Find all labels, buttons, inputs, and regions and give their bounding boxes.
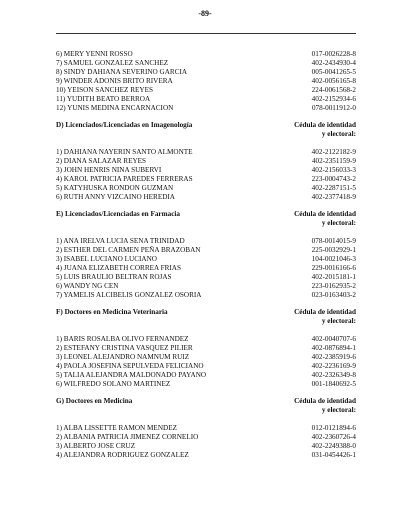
section [56,397,356,460]
column-heading-line: y electoral: [321,317,356,325]
cedula-number: 224-0061568-2 [311,86,356,94]
column-heading-line: Cédula de identidad [294,121,356,129]
list-item [56,353,356,362]
list-item [56,175,356,184]
list-item [56,433,356,442]
cedula-number: 402-0876894-1 [311,344,356,352]
list-item [56,246,356,255]
cedula-number: 223-0004743-2 [311,175,356,183]
cedula-number: 402-2360726-4 [311,433,356,441]
cedula-number: 402-2152934-6 [311,95,356,103]
cedula-number: 017-0026228-8 [311,50,356,58]
section [56,210,356,300]
column-heading [294,397,356,415]
person-name: 5) KATYHUSKA RONDON GUZMAN [56,184,174,192]
column-heading-line: y electoral: [321,219,356,227]
spacer [56,228,356,237]
cedula-number: 104-0021046-3 [311,255,356,263]
list-item [56,148,356,157]
person-name: 7) YAMELIS ALCIBELIS GONZALEZ OSORIA [56,291,202,299]
section-header [56,210,356,228]
column-heading-line: y electoral: [321,406,356,414]
list-item [56,77,356,86]
column-heading-line: Cédula de identidad [294,397,356,405]
section-title: G) Doctores en Medicina [56,397,133,405]
person-name: 2) ALBANIA PATRICIA JIMENEZ CORNELIO [56,433,199,441]
person-name: 9) WINDER ADONIS BRITO RIVERA [56,77,173,85]
list-item [56,264,356,273]
person-name: 6) WANDY NG CEN [56,282,119,290]
cedula-number: 402-2351159-9 [311,157,356,165]
person-name: 1) DAHIANA NAYERIN SANTO ALMONTE [56,148,193,156]
spacer [56,139,356,148]
person-name: 10) YEISON SANCHEZ REYES [56,86,153,94]
column-heading [294,210,356,228]
cedula-number: 023-0163403-2 [311,291,356,299]
person-name: 2) DIANA SALAZAR REYES [56,157,147,165]
section-title: E) Licenciados/Licenciadas en Farmacia [56,210,180,218]
cedula-number: 012-0121894-6 [311,424,356,432]
list-item [56,335,356,344]
section [56,308,356,389]
cedula-number: 402-2236169-9 [311,362,356,370]
continued-list [56,50,356,113]
page-number: -89- [198,9,212,18]
person-name: 5) TALIA ALEJANDRA MALDONADO PAYANO [56,371,207,379]
list-item [56,95,356,104]
column-heading [294,121,356,139]
cedula-number: 001-1840692-5 [311,380,356,388]
section-header [56,121,356,139]
spacer [56,326,356,335]
document-body [56,50,356,460]
cedula-number: 078-0011912-0 [311,104,356,112]
list-item [56,451,356,460]
person-name: 8) SINDY DAHIANA SEVERINO GARCIA [56,68,188,76]
section [56,121,356,202]
person-name: 6) WILFREDO SOLANO MARTINEZ [56,380,171,388]
cedula-number: 402-2434930-4 [311,59,356,67]
column-heading [294,308,356,326]
list-item [56,86,356,95]
cedula-number: 402-2122182-9 [311,148,356,156]
list-item [56,255,356,264]
list-item [56,68,356,77]
cedula-number: 402-2326349-8 [311,371,356,379]
list-item [56,291,356,300]
person-name: 1) BARIS ROSALBA OLIVO FERNANDEZ [56,335,189,343]
cedula-number: 402-2249388-0 [311,442,356,450]
person-name: 11) YUDITH BEATO BERROA [56,95,151,103]
list-item [56,193,356,202]
person-name: 1) ALBA LISSETTE RAMON MENDEZ [56,424,177,432]
list-item [56,371,356,380]
cedula-number: 402-0040707-6 [311,335,356,343]
section-header [56,397,356,415]
list-item [56,59,356,68]
cedula-number: 225-0032929-1 [311,246,356,254]
list-item [56,362,356,371]
list-item [56,104,356,113]
sections-container [56,121,356,460]
person-name: 4) JUANA ELIZABETH CORREA FRIAS [56,264,181,272]
person-name: 3) LEONEL ALEJANDRO NAMNUM RUIZ [56,353,190,361]
cedula-number: 031-0454426-1 [311,451,356,459]
cedula-number: 223-0162935-2 [311,282,356,290]
person-name: 3) ISABEL LUCIANO LUCIANO [56,255,157,263]
list-item [56,166,356,175]
section-header [56,308,356,326]
list-item [56,273,356,282]
cedula-number: 402-2385919-6 [311,353,356,361]
list-item [56,380,356,389]
section-title: F) Doctores en Medicina Veterinaria [56,308,168,316]
cedula-number: 402-0056165-8 [311,77,356,85]
cedula-number: 005-0041265-5 [311,68,356,76]
list-item [56,157,356,166]
person-name: 6) RUTH ANNY VIZCAINO HEREDIA [56,193,175,201]
person-name: 4) PAOLA JOSEFINA SEPULVEDA FELICIANO [56,362,204,370]
column-heading-line: Cédula de identidad [294,308,356,316]
person-name: 3) JOHN HENRIS NINA SUBERVI [56,166,162,174]
cedula-number: 402-2377418-9 [311,193,356,201]
list-item [56,282,356,291]
list-item [56,184,356,193]
cedula-number: 402-2015181-1 [311,273,356,281]
person-name: 2) ESTEFANY CRISTINA VASQUEZ PILIER [56,344,193,352]
cedula-number: 229-0016166-6 [311,264,356,272]
list-item [56,442,356,451]
person-name: 12) YUNIS MEDINA ENCARNACION [56,104,174,112]
list-item [56,424,356,433]
person-name: 7) SAMUEL GONZALEZ SANCHEZ [56,59,169,67]
list-item [56,50,356,59]
cedula-number: 078-0014015-9 [311,237,356,245]
person-name: 3) ALBERTO JOSE CRUZ [56,442,136,450]
person-name: 1) ANA IRELVA LUCIA SENA TRINIDAD [56,237,185,245]
person-name: 5) LUIS BRAULIO BELTRAN ROJAS [56,273,172,281]
person-name: 4) KAROL PATRICIA PAREDES FERRERAS [56,175,193,183]
person-name: 4) ALEJANDRA RODRIGUEZ GONZALEZ [56,451,189,459]
list-item [56,344,356,353]
section-title: D) Licenciados/Licenciadas en Imagenología [56,121,193,129]
person-name: 6) MERY YENNI ROSSO [56,50,133,58]
list-item [56,237,356,246]
cedula-number: 402-2287151-5 [311,184,356,192]
header-rule [56,33,356,34]
column-heading-line: Cédula de identidad [294,210,356,218]
cedula-number: 402-2156033-3 [311,166,356,174]
column-heading-line: y electoral: [321,130,356,138]
spacer [56,415,356,424]
person-name: 2) ESTHER DEL CARMEN PEÑA BRAZOBAN [56,246,201,254]
